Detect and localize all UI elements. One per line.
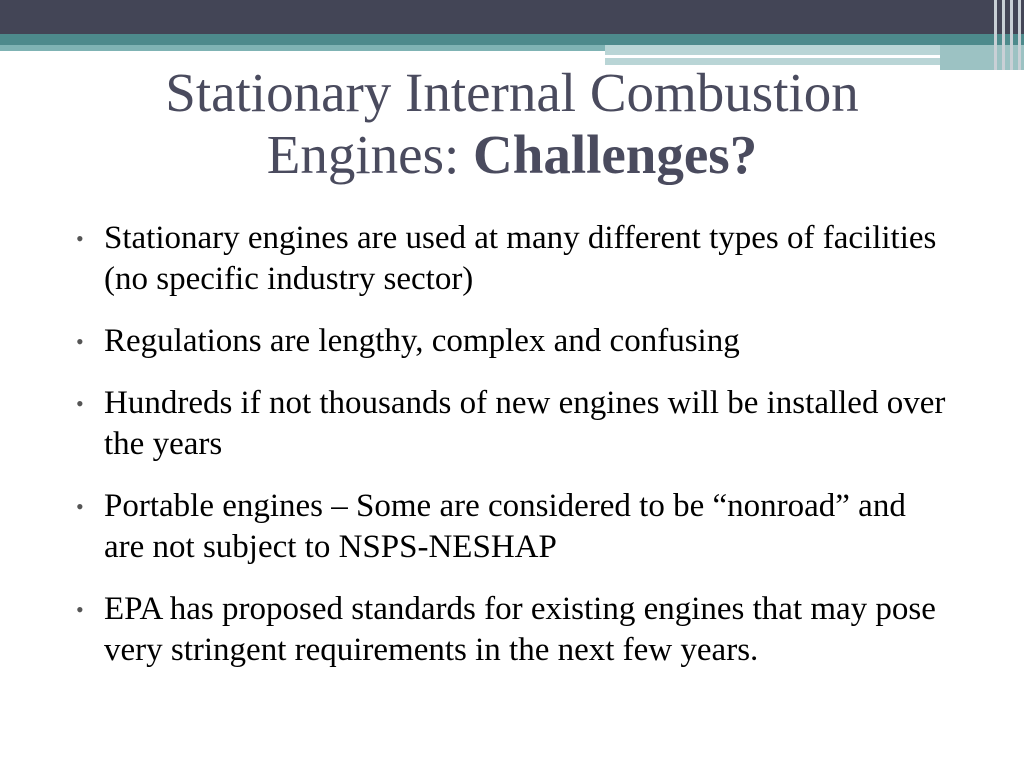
stripe (1010, 0, 1013, 70)
title-line-2-plain: Engines: (266, 124, 474, 185)
header-band-line (605, 55, 945, 58)
bullet-item (72, 218, 952, 300)
header-band-teal (0, 34, 1024, 45)
bullet-list (72, 218, 952, 692)
bullet-text: Regulations are lengthy, complex and confusing (104, 323, 740, 359)
stripe (1002, 0, 1005, 70)
slide-title (40, 62, 984, 186)
header-band-light (0, 45, 605, 51)
bullet-dot-icon: • (76, 391, 84, 416)
header-band-dark (0, 0, 1024, 34)
bullet-text: Hundreds if not thousands of new engines will be installed over the years (104, 385, 946, 462)
bullet-item (72, 383, 952, 465)
bullet-item (72, 589, 952, 671)
stripe (1018, 0, 1021, 70)
bullet-dot-icon: • (76, 597, 84, 622)
bullet-item (72, 321, 952, 362)
bullet-text: EPA has proposed standards for existing engines that may pose very stringent requirements in the next few years. (104, 591, 936, 668)
bullet-dot-icon: • (76, 329, 84, 354)
title-line-2-bold: Challenges? (473, 124, 758, 185)
bullet-text: Portable engines – Some are considered to be “nonroad” and are not subject to NSPS-NESHAP (104, 488, 906, 565)
bullet-item (72, 486, 952, 568)
stripe (994, 0, 997, 70)
bullet-text: Stationary engines are used at many different types of facilities (no specific industry sector) (104, 220, 937, 297)
title-line-1: Stationary Internal Combustion (165, 62, 859, 123)
title-line-2 (40, 124, 984, 186)
bullet-dot-icon: • (76, 226, 84, 251)
corner-stripes (990, 0, 1024, 70)
bullet-dot-icon: • (76, 494, 84, 519)
